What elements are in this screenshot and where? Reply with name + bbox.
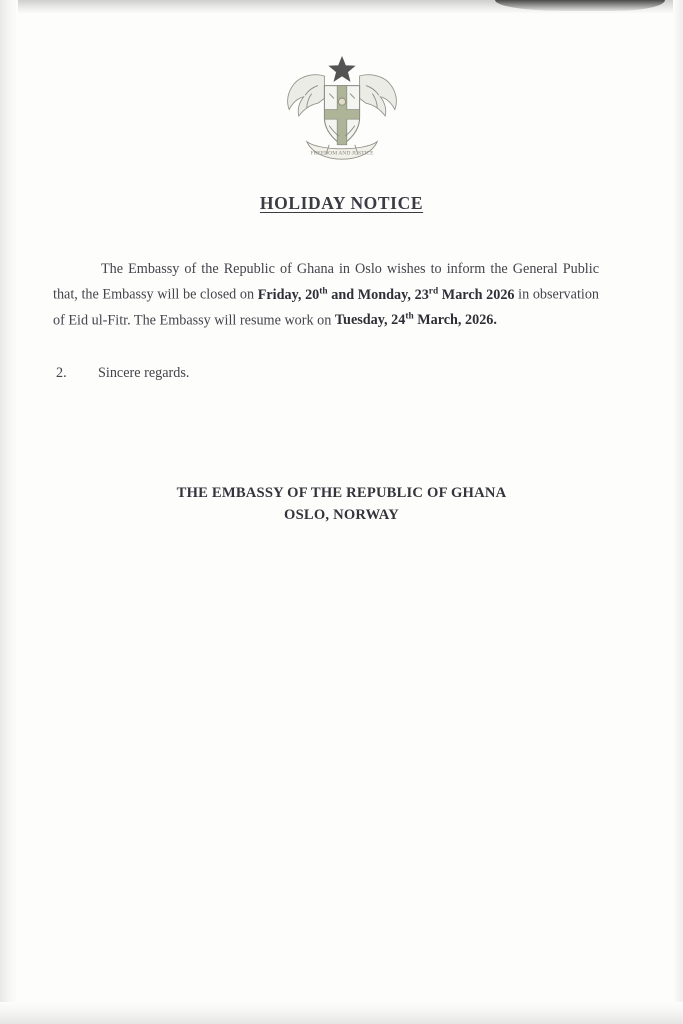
paragraph-mid-1: and Monday, 23 bbox=[327, 286, 429, 303]
paragraph-lead: The Embassy of the Republic of Ghana in Oslo wishes to inform the General Public that, the Embassy will be closed on bbox=[53, 261, 599, 303]
paragraph-sup-1: th bbox=[319, 286, 328, 296]
list-item-label: Sincere regards. bbox=[98, 365, 190, 381]
paragraph-tail: in observation of Eid ul-Fitr. The Embassy will resume work on bbox=[53, 286, 600, 329]
paragraph-sup-3: th bbox=[405, 311, 414, 322]
signature-block bbox=[0, 482, 683, 526]
paragraph-sup-2: rd bbox=[428, 286, 439, 296]
paragraph-bold-date-1: Friday, 20 bbox=[257, 286, 320, 303]
paragraph-bold-date-2: Tuesday, 24 bbox=[334, 312, 406, 329]
list-item bbox=[56, 362, 602, 384]
paragraph-bold-date-2-end: March, 2026. bbox=[413, 312, 497, 329]
signature-line-1: THE EMBASSY OF THE REPUBLIC OF GHANA bbox=[176, 485, 507, 501]
page-title: HOLIDAY NOTICE bbox=[259, 193, 424, 213]
svg-text:FREEDOM AND JUSTICE: FREEDOM AND JUSTICE bbox=[309, 150, 374, 157]
paragraph-mid-2: March 2026 bbox=[438, 286, 515, 303]
signature-line-2: OSLO, NORWAY bbox=[284, 507, 399, 523]
list-item-number: 2. bbox=[56, 365, 67, 381]
notice-paragraph bbox=[53, 258, 599, 331]
coat-of-arms-icon bbox=[0, 52, 683, 169]
